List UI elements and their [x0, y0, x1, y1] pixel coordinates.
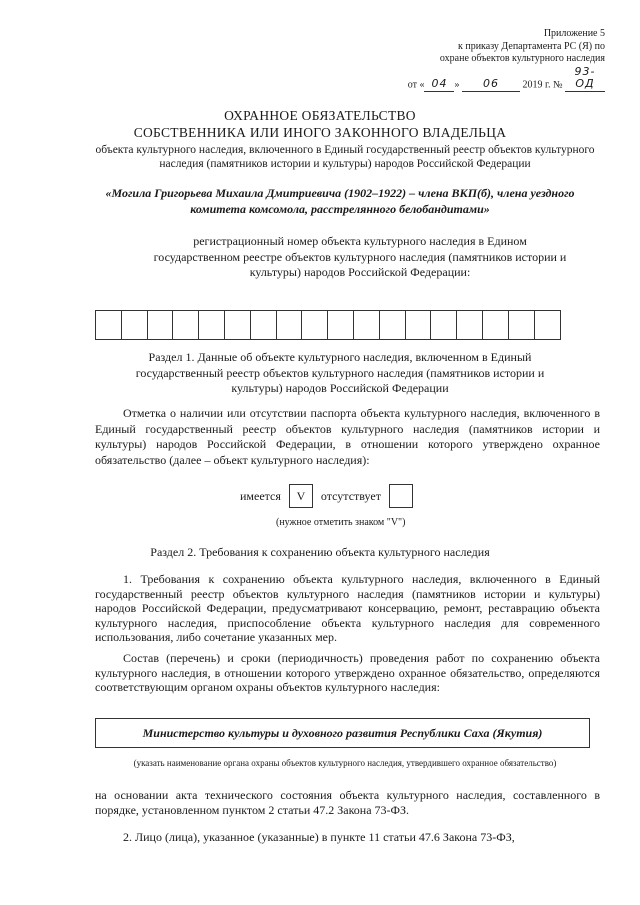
reg-cell[interactable] — [148, 311, 174, 339]
reg-cell[interactable] — [122, 311, 148, 339]
authority-hint: (указать наименование органа охраны объектов культурного наследия, утвердившего охранное обязательство) — [133, 758, 557, 768]
paragraph-1: 1. Требования к сохранению объекта культурного наследия, включенного в Единый государственный реестр объектов культурного наследия (памятников истории и культуры) народов Российской Федерации, предусматривают консервацию, ремонт, реставрацию объекта культурного наследия, приспособление объекта культурного наследия для современного использования, либо сочетание указанных мер. — [95, 572, 600, 644]
reg-cell[interactable] — [431, 311, 457, 339]
reg-cell[interactable] — [457, 311, 483, 339]
paragraph-3: на основании акта технического состояния объекта культурного наследия, составленного в порядке, установленном пунктом 2 статьи 47.2 Закона 73-ФЗ. — [95, 788, 600, 817]
reg-cell[interactable] — [225, 311, 251, 339]
authority-name: Министерство культуры и духовного развития Республики Саха (Якутия) — [142, 725, 543, 740]
passport-mark-text: Отметка о наличии или отсутствии паспорта объекта культурного наследия, включенного в Единый государственный реестр объектов культурного наследия (памятников истории и культуры) народов Российской Федерации, в отношении которого утверждено охранное обязательство (далее – объект культурного наследия): — [95, 406, 600, 467]
date-mid: » — [454, 79, 460, 90]
section1-title: Раздел 1. Данные об объекте культурного наследия, включенном в Единый государственный реестр объектов культурного наследия (памятников истории и культуры) народов Российской Федерации — [135, 350, 545, 395]
order-number: 93-ОД — [565, 66, 605, 92]
reg-cell[interactable] — [380, 311, 406, 339]
reg-cell[interactable] — [535, 311, 561, 339]
doc-title: ОХРАННОЕ ОБЯЗАТЕЛЬСТВО — [224, 108, 416, 123]
appendix-header — [400, 28, 605, 92]
reg-cell[interactable] — [199, 311, 225, 339]
option-hint: (нужное отметить знаком "V") — [276, 517, 406, 528]
order-day: 04 — [424, 78, 454, 92]
reg-cell[interactable] — [354, 311, 380, 339]
appendix-line1: Приложение 5 — [543, 28, 605, 39]
reg-cell[interactable] — [251, 311, 277, 339]
reg-cell[interactable] — [509, 311, 535, 339]
order-month: 06 — [462, 78, 520, 92]
reg-cell[interactable] — [406, 311, 432, 339]
appendix-line3: охране объектов культурного наследия — [439, 53, 605, 64]
date-prefix: от « — [407, 79, 425, 90]
paragraph-4: 2. Лицо (лица), указанное (указанные) в пункте 11 статьи 47.6 Закона 73-ФЗ, — [123, 830, 515, 844]
option-absent-label: отсутствует — [320, 488, 381, 503]
section2-title: Раздел 2. Требования к сохранению объекта культурного наследия — [150, 545, 490, 559]
doc-title-desc: объекта культурного наследия, включенного в Единый государственный реестр объектов культурного наследия (памятников истории и культуры) народов Российской Федерации — [95, 144, 595, 170]
reg-cell[interactable] — [173, 311, 199, 339]
option-has-label: имеется — [240, 488, 281, 503]
reg-cell[interactable] — [483, 311, 509, 339]
reg-cell[interactable] — [277, 311, 303, 339]
reg-cell[interactable] — [328, 311, 354, 339]
option-absent-checkbox[interactable] — [389, 484, 413, 508]
registration-number-grid[interactable] — [95, 310, 561, 340]
reg-cell[interactable] — [96, 311, 122, 339]
registration-label: регистрационный номер объекта культурного наследия в Едином государственном реестре объектов культурного наследия (памятников истории и культуры) народов Российской Федерации: — [153, 234, 567, 279]
appendix-date-line — [400, 66, 605, 92]
reg-cell[interactable] — [302, 311, 328, 339]
authority-box[interactable] — [95, 718, 590, 748]
year-text: 2019 г. № — [522, 79, 563, 90]
object-name: «Могила Григорьева Михаила Дмитриевича (1902–1922) – члена ВКП(б), члена уездного комитета комсомола, расстрелянного белобандитами» — [105, 186, 575, 216]
option-has-checkbox[interactable]: V — [289, 484, 313, 508]
appendix-line2: к приказу Департамента РС (Я) по — [457, 40, 605, 52]
passport-options — [240, 484, 421, 508]
doc-subtitle: СОБСТВЕННИКА ИЛИ ИНОГО ЗАКОННОГО ВЛАДЕЛЬЦА — [133, 125, 507, 140]
paragraph-2: Состав (перечень) и сроки (периодичность) проведения работ по сохранению объекта культурного наследия, в отношении которого утверждено охранное обязательство, определяются соответствующим органом охраны объектов культурного наследия: — [95, 651, 600, 694]
